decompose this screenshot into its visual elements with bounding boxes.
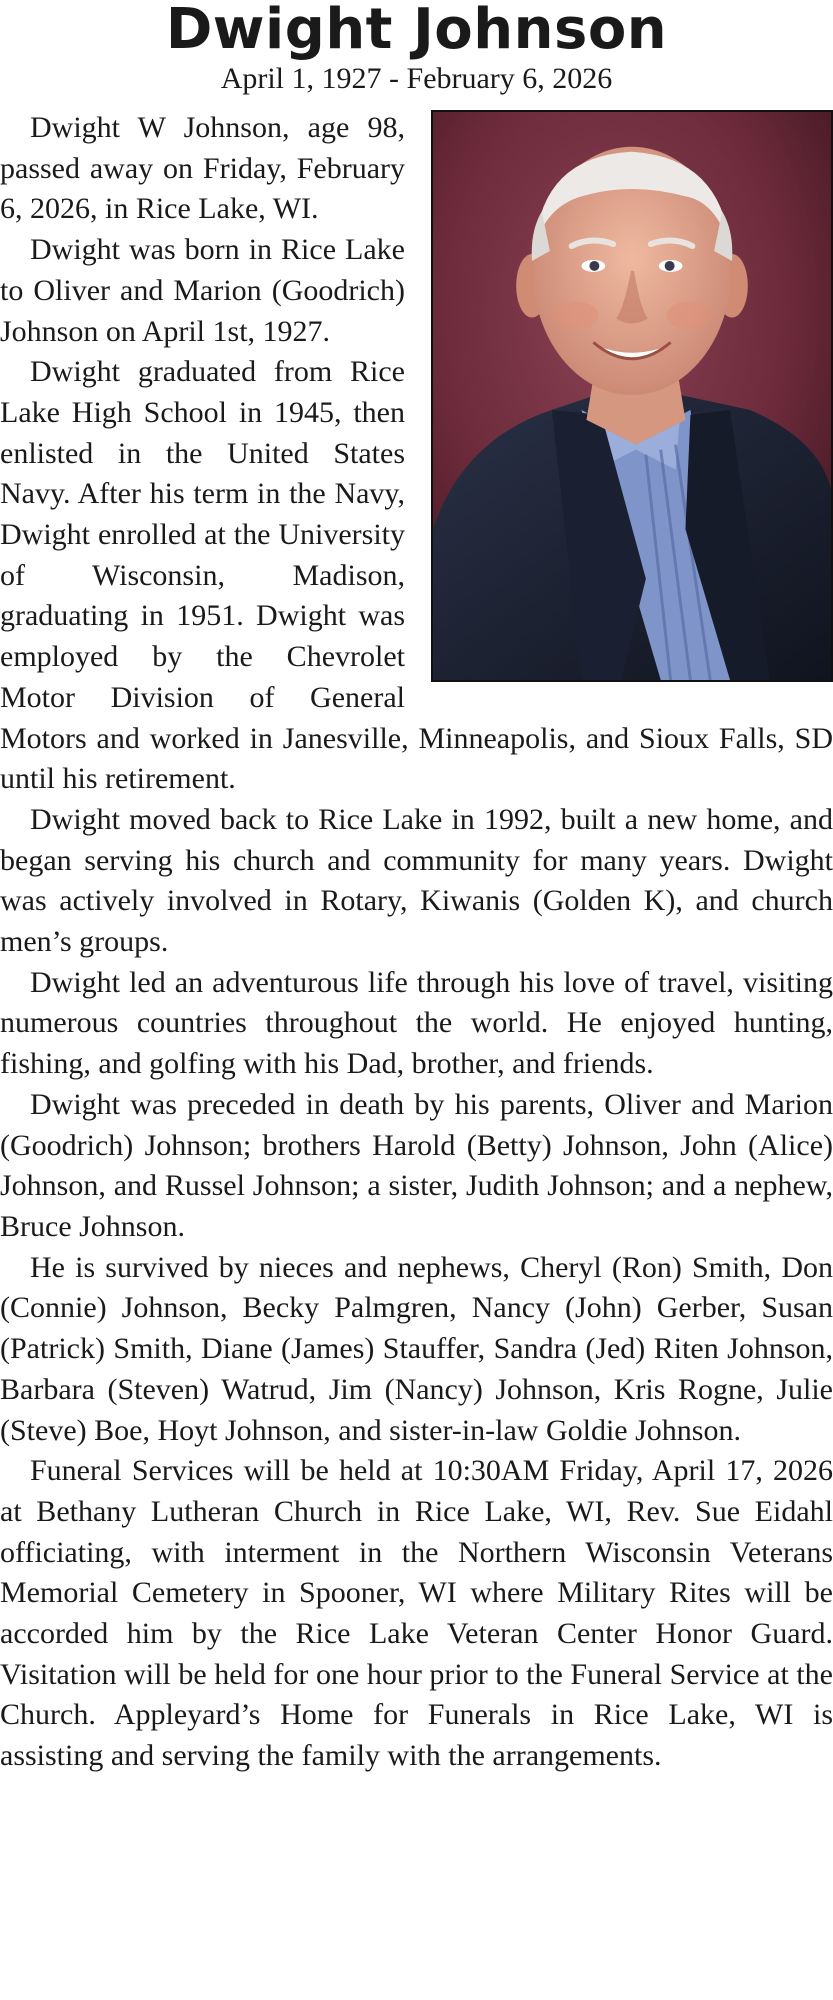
paragraph-services: Funeral Services will be held at 10:30AM Friday, April 17, 2026 at Bethany Lutheran Church in Rice Lake, WI, Rev. Sue Eidahl officiating, with interment in the Northern Wisconsin Veterans Memorial Cemetery in Spooner, WI where Military Rites will be accorded him by the Rice Lake Veteran Center Honor Guard. Visitation will be held for one hour prior to the Funeral Service at the Church. Appleyard’s Home for Funerals in Rice Lake, WI is assisting and serving the family with the arrangements. bbox=[0, 1454, 833, 1773]
life-dates: April 1, 1927 - February 6, 2026 bbox=[220, 62, 613, 95]
portrait-photo bbox=[431, 110, 833, 682]
paragraph-travel: Dwight led an adventurous life through his love of travel, visiting numerous countries throughout the world. He enjoyed hunting, fishing, and golfing with his Dad, brother, and friends. bbox=[0, 965, 833, 1081]
obituary-name: Dwight Johnson bbox=[165, 0, 668, 62]
paragraph-death-notice: Dwight W Johnson, age 98, passed away on Friday, February 6, 2026, in Rice Lake, WI. bbox=[0, 111, 405, 226]
paragraph-education-career: Dwight graduated from Rice Lake High School in 1945, then enlisted in the United States Navy. After his term in the Navy, Dwight enrolled at the University of Wisconsin, Madison, graduating in 1951. Dwight was employed by the Chevrolet Motor Division of General Motors and worked in Janesville, Minneapolis, and Sioux Falls, SD until his retirement. bbox=[0, 355, 833, 796]
paragraph-community: Dwight moved back to Rice Lake in 1992, built a new home, and began serving his church and community for many years. Dwight was actively involved in Rotary, Kiwanis (Golden K), and church men’s groups. bbox=[0, 802, 833, 959]
obituary-body bbox=[0, 108, 833, 1777]
paragraph-birth: Dwight was born in Rice Lake to Oliver and Marion (Goodrich) Johnson on April 1st, 1927. bbox=[0, 233, 405, 348]
paragraph-preceded-by: Dwight was preceded in death by his parents, Oliver and Marion (Goodrich) Johnson; brothers Harold (Betty) Johnson, John (Alice) Johnson, and Russel Johnson; a sister, Judith Johnson; and a nephew, Bruce Johnson. bbox=[0, 1087, 833, 1243]
paragraph-survived-by: He is survived by nieces and nephews, Cheryl (Ron) Smith, Don (Connie) Johnson, Becky Palmgren, Nancy (John) Gerber, Susan (Patrick) Smith, Diane (James) Stauffer, Sandra (Jed) Riten Johnson, Barbara (Steven) Watrud, Jim (Nancy) Johnson, Kris Rogne, Julie (Steve) Boe, Hoyt Johnson, and sister-in-law Goldie Johnson. bbox=[0, 1250, 833, 1447]
portrait-photo-icon bbox=[433, 112, 831, 680]
